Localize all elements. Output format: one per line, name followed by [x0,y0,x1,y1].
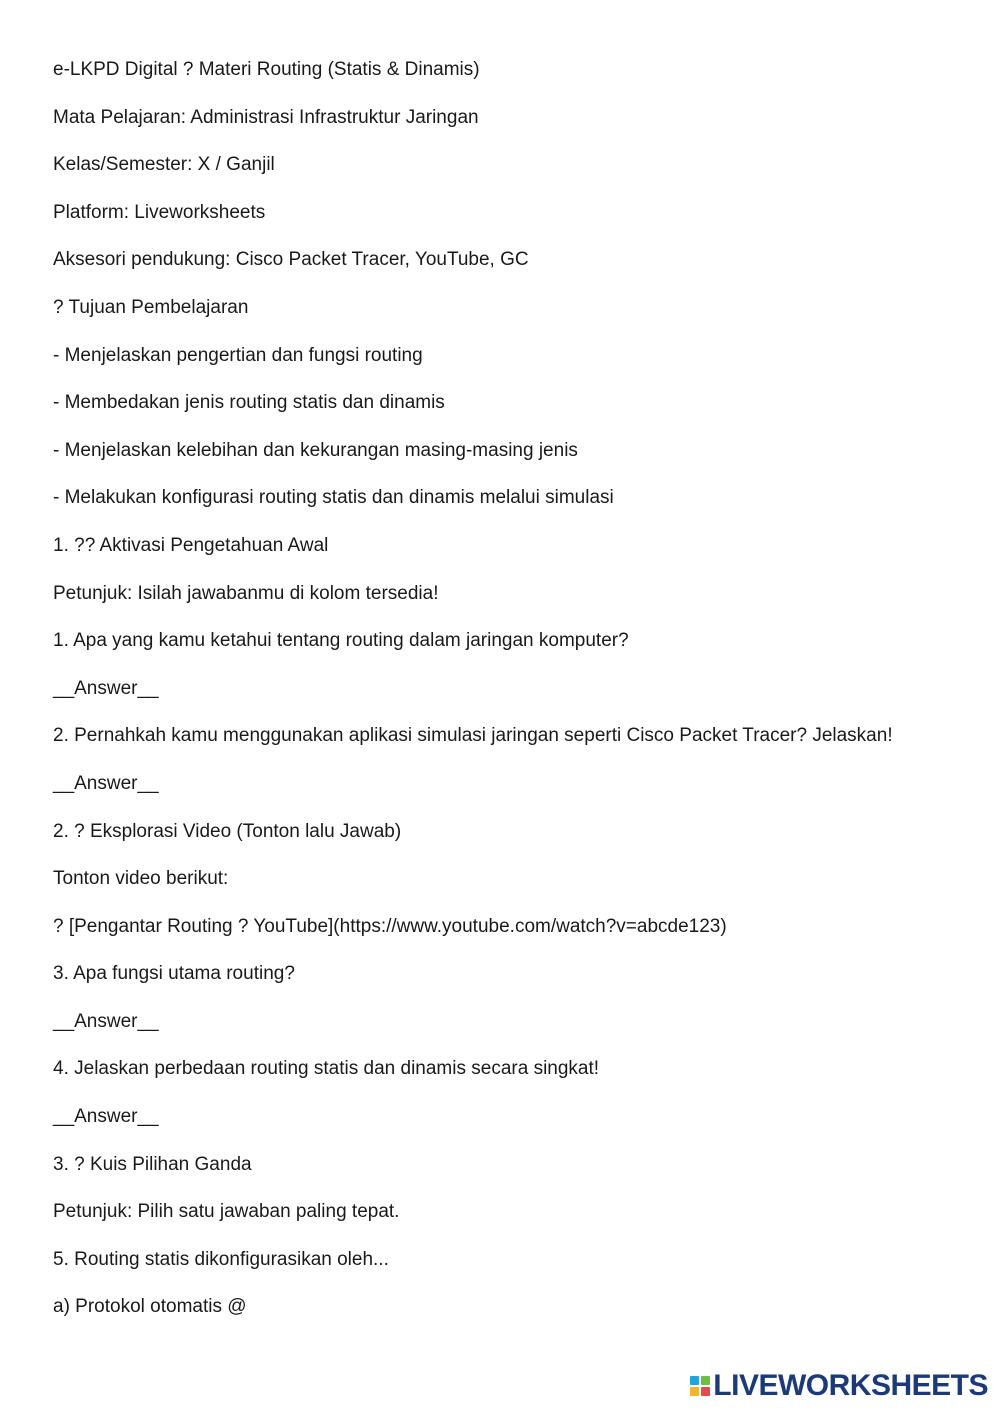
objective-item: - Menjelaskan kelebihan dan kekurangan masing-masing jenis [53,439,578,461]
answer-field-3[interactable]: __Answer__ [53,1010,159,1032]
objective-item: - Melakukan konfigurasi routing statis dan dinamis melalui simulasi [53,487,614,509]
question-2: 2. Pernahkah kamu menggunakan aplikasi simulasi jaringan seperti Cisco Packet Tracer? Jelaskan! [53,725,893,747]
section-heading-video: 2. ? Eksplorasi Video (Tonton lalu Jawab) [53,820,402,842]
learning-objectives-heading: ? Tujuan Pembelajaran [53,296,249,318]
objective-item: - Menjelaskan pengertian dan fungsi routing [53,344,423,366]
section-heading-quiz: 3. ? Kuis Pilihan Ganda [53,1153,252,1175]
instruction-text: Petunjuk: Isilah jawabanmu di kolom tersedia! [53,582,439,604]
platform-line: Platform: Liveworksheets [53,201,266,223]
objective-item: - Membedakan jenis routing statis dan dinamis [53,392,445,414]
brand-wordmark: LIVEWORKSHEETS [713,1369,988,1402]
quiz-instruction: Petunjuk: Pilih satu jawaban paling tepat. [53,1201,400,1223]
liveworksheets-logo-icon [690,1376,710,1396]
question-3: 3. Apa fungsi utama routing? [53,963,295,985]
class-semester-line: Kelas/Semester: X / Ganjil [53,154,275,176]
answer-field-2[interactable]: __Answer__ [53,772,159,794]
subject-line: Mata Pelajaran: Administrasi Infrastruktur Jaringan [53,106,479,128]
liveworksheets-brand [690,1369,988,1403]
video-link[interactable]: ? [Pengantar Routing ? YouTube](https://www.youtube.com/watch?v=abcde123) [53,915,727,937]
accessories-line: Aksesori pendukung: Cisco Packet Tracer, YouTube, GC [53,249,529,271]
doc-title: e-LKPD Digital ? Materi Routing (Statis & Dinamis) [53,59,480,80]
video-instruction: Tonton video berikut: [53,868,229,890]
question-4: 4. Jelaskan perbedaan routing statis dan dinamis secara singkat! [53,1058,600,1080]
quiz-option-a[interactable]: a) Protokol otomatis @ [53,1296,247,1318]
worksheet-document [53,58,983,1343]
answer-field-4[interactable]: __Answer__ [53,1106,159,1128]
answer-field-1[interactable]: __Answer__ [53,677,159,699]
question-5: 5. Routing statis dikonfigurasikan oleh... [53,1248,389,1270]
question-1: 1. Apa yang kamu ketahui tentang routing dalam jaringan komputer? [53,630,629,652]
section-heading-activation: 1. ?? Aktivasi Pengetahuan Awal [53,534,329,556]
